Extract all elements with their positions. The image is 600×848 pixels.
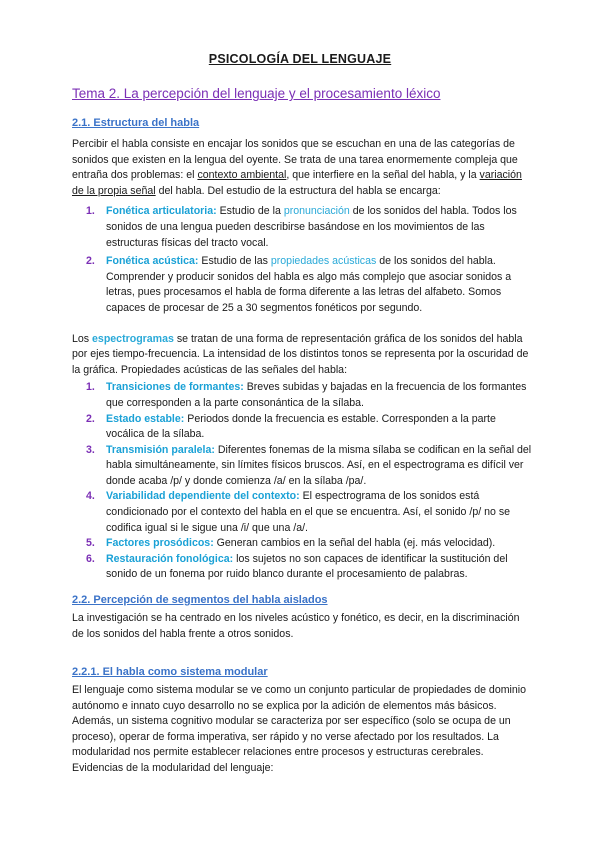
- text-run: Diferentes fonemas de la misma sílaba se codifican en la señal del habla simultáneamente, sin límites físicos bruscos. Así, en el espectrograma es difícil ver donde acaba /p/ y donde comienza /a/ en la sílaba /pa/.: [106, 443, 532, 487]
- highlight-term: pronunciación: [283, 205, 350, 218]
- text-run: Periodos donde la frecuencia es estable. Corresponden a la parte vocálica de la sílaba.: [106, 412, 496, 441]
- text-run: se tratan de una forma de representación gráfica de los sonidos del habla por ejes tiempo-frecuencia. La intensidad de los distintos tonos se representa por la oscuridad de la gráfica. Propiedades acústicas de las señales del habla:: [72, 332, 529, 376]
- variacion-senal-link: variación de la propia señal: [72, 169, 522, 197]
- list-term: Restauración fonológica:: [106, 552, 234, 565]
- list-term: Transmisión paralela:: [106, 443, 215, 456]
- section-2-1-paragraph: [72, 137, 532, 199]
- list-term: Factores prosódicos:: [106, 537, 214, 550]
- list-number: 2.: [86, 412, 95, 425]
- text-run: los sujetos no son capaces de identificar la sustitución del sonido de un fonema por ruido blanco durante el procesamiento de palabras.: [106, 552, 508, 581]
- list-item: [72, 536, 532, 552]
- list-item: [72, 380, 532, 411]
- list-item: [72, 254, 532, 316]
- text-run: de los sonidos del habla. Comprender y producir sonidos del habla es algo más complejo que asociar sonidos a letras, pues procesamos el habla de forma diferente a las letras del alfabeto. Somos capaces de procesar de 25 a 30 segmentos fonéticos por segundo.: [106, 255, 512, 314]
- section-2-2-paragraph: La investigación se ha centrado en los niveles acústico y fonético, es decir, en la discriminación de los sonidos del habla frente a otros sonidos.: [72, 612, 520, 640]
- section-2-2-1-heading: 2.2.1. El habla como sistema modular: [72, 666, 268, 678]
- text-run: Generan cambios en la señal del habla (ej. más velocidad).: [213, 537, 496, 550]
- espectrogramas-term: espectrogramas: [92, 332, 174, 345]
- section-2-2: [72, 594, 532, 642]
- text-run: El espectrograma de los sonidos está condicionado por el contexto del habla en el que se encuentra. Así, el sonido /p/ no se codifica igual si le sigue una /i/ que una /a/.: [106, 490, 511, 534]
- list-term: Transiciones de formantes:: [106, 381, 244, 394]
- list-term: Estado estable:: [106, 412, 185, 425]
- document-title: PSICOLOGÍA DEL LENGUAJE: [208, 52, 392, 66]
- list-number: 6.: [86, 552, 95, 565]
- section-2-1: [72, 117, 532, 583]
- text-run: Estudio de las: [198, 255, 271, 268]
- text-run: Estudio de la: [216, 205, 284, 218]
- list-number: 2.: [86, 255, 95, 268]
- section-2-1-heading: 2.1. Estructura del habla: [72, 117, 200, 129]
- tema-heading: Tema 2. La percepción del lenguaje y el procesamiento léxico: [72, 86, 441, 101]
- fonetica-list: [72, 204, 532, 316]
- contexto-ambiental-link: contexto ambiental: [197, 169, 287, 182]
- section-2-2-1-paragraph: El lenguaje como sistema modular se ve como un conjunto particular de propiedades de dominio autónomo e innato cuyo desarrollo no se explica por la adición de elementos más básicos. Además, un sistema cognitivo modular se caracteriza por ser específico (solo se ocupa de un proceso), operar de forma imperativa, ser rápido y no verse afectado por los resultados. La modularidad nos permite establecer relaciones entre procesos y estructuras cerebrales. Evidencias de la modularidad del lenguaje:: [72, 684, 527, 774]
- list-number: 3.: [86, 443, 95, 456]
- text-run: del habla. Del estudio de la estructura del habla se encarga:: [155, 184, 441, 197]
- text-run: , que interfiere en la señal del habla, y la: [286, 169, 480, 182]
- text-run: Los: [72, 332, 93, 345]
- list-item: [72, 443, 532, 490]
- propiedades-list: [72, 380, 532, 583]
- list-item: [72, 552, 532, 583]
- list-number: 5.: [86, 537, 95, 550]
- list-term: Variabilidad dependiente del contexto:: [106, 490, 300, 503]
- list-item: [72, 412, 532, 443]
- highlight-term: propiedades acústicas: [270, 255, 377, 268]
- list-number: 4.: [86, 490, 95, 503]
- list-item: [72, 204, 532, 251]
- list-term: Fonética acústica:: [106, 255, 199, 268]
- section-2-2-1: [72, 666, 532, 777]
- text-run: Percibir el habla consiste en encajar los sonidos que se escuchan en una de las categorías de sonidos que existen en la lengua del oyente. Se trata de una tarea enormemente compleja que entraña dos problemas: el: [72, 138, 518, 182]
- list-item: [72, 489, 532, 536]
- list-term: Fonética articulatoria:: [106, 205, 217, 218]
- espectrogramas-paragraph: [72, 332, 532, 379]
- list-number: 1.: [86, 205, 95, 218]
- list-number: 1.: [86, 381, 95, 394]
- section-2-2-heading: 2.2. Percepción de segmentos del habla aislados: [72, 594, 328, 606]
- text-run: de los sonidos del habla. Todos los sonidos de una lengua pueden describirse basándose en los movimientos de las estructuras físicas del tracto vocal.: [106, 205, 517, 249]
- text-run: Breves subidas y bajadas en la frecuencia de los formantes que corresponden a la parte consonántica de la sílaba.: [106, 381, 527, 409]
